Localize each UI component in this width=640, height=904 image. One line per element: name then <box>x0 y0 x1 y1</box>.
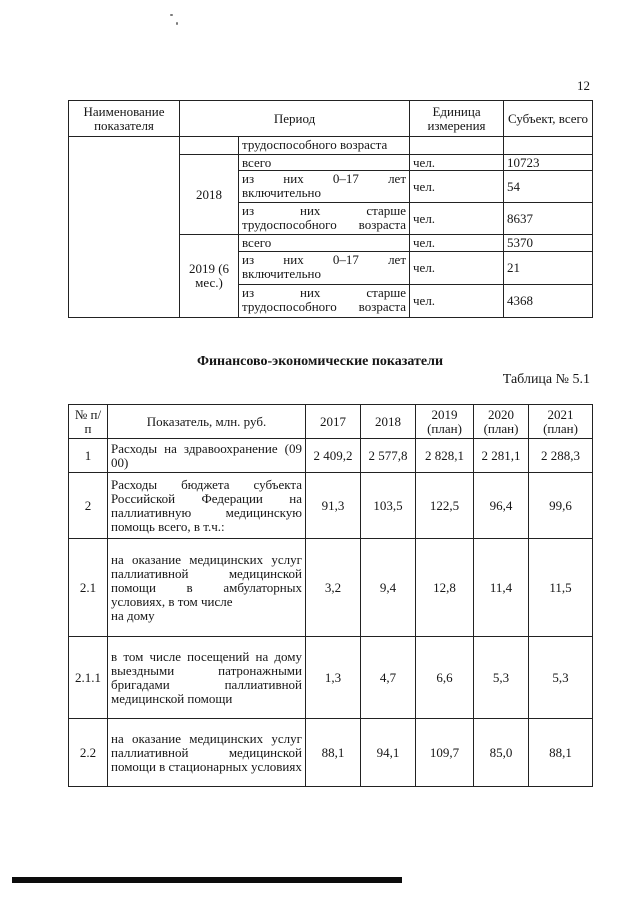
table-header-row <box>69 101 593 137</box>
header-year-2017: 2017 <box>306 405 361 439</box>
value-2018: 4,7 <box>361 637 416 719</box>
header-indicator: Показатель, млн. руб. <box>108 405 306 439</box>
indicator-cell-empty <box>69 137 180 318</box>
subcategory-cell: из них старше трудоспособного возраста <box>239 203 410 235</box>
value-2020: 2 281,1 <box>474 439 529 473</box>
value-2018: 94,1 <box>361 719 416 787</box>
value-2021: 99,6 <box>529 473 593 539</box>
table-row <box>69 473 593 539</box>
value-2019: 109,7 <box>416 719 474 787</box>
table-row <box>69 719 593 787</box>
value-2018: 103,5 <box>361 473 416 539</box>
indicator-cell: в том числе посещений на дому выездными патронажными бригадами паллиативной медицинской помощи <box>108 637 306 719</box>
value-2017: 88,1 <box>306 719 361 787</box>
header-year-2018: 2018 <box>361 405 416 439</box>
financial-table <box>68 404 593 787</box>
unit-cell: чел. <box>410 171 504 203</box>
population-table <box>68 100 593 318</box>
subcategory-cell: всего <box>239 235 410 252</box>
section-title: Финансово-экономические показатели <box>196 354 444 369</box>
value-2020: 5,3 <box>474 637 529 719</box>
header-year-2019: 2019 (план) <box>416 405 474 439</box>
unit-cell: чел. <box>410 203 504 235</box>
value-2017: 3,2 <box>306 539 361 637</box>
value-2017: 1,3 <box>306 637 361 719</box>
page-number: 12 <box>577 78 590 93</box>
indicator-cell: Расходы бюджета субъекта Российской Федерации на паллиативную медицинскую помощь всего, в т.ч.: <box>108 473 306 539</box>
value-2018: 9,4 <box>361 539 416 637</box>
value-2017: 2 409,2 <box>306 439 361 473</box>
value-2020: 11,4 <box>474 539 529 637</box>
value-cell: 54 <box>504 171 593 203</box>
header-year-2020: 2020 (план) <box>474 405 529 439</box>
subcategory-cell: из них 0–17 лет включительно <box>239 171 410 203</box>
unit-cell-empty <box>410 137 504 155</box>
year-cell-empty <box>180 137 239 155</box>
header-unit: Единица измерения <box>410 101 504 137</box>
subcategory-cell: из них старше трудоспособного возраста <box>239 285 410 318</box>
table-caption: Таблица № 5.1 <box>502 372 590 387</box>
value-cell: 4368 <box>504 285 593 318</box>
unit-cell: чел. <box>410 252 504 285</box>
table-row <box>69 137 593 155</box>
indicator-cell: на оказание медицинских услуг паллиативной медицинской помощи в стационарных условиях <box>108 719 306 787</box>
row-number: 1 <box>69 439 108 473</box>
unit-cell: чел. <box>410 285 504 318</box>
indicator-cell <box>108 539 306 637</box>
row-number: 2.1 <box>69 539 108 637</box>
header-year-2021: 2021 (план) <box>529 405 593 439</box>
table-row <box>69 439 593 473</box>
value-2020: 96,4 <box>474 473 529 539</box>
value-2019: 2 828,1 <box>416 439 474 473</box>
header-subject: Субъект, всего <box>504 101 593 137</box>
value-2020: 85,0 <box>474 719 529 787</box>
value-2021: 88,1 <box>529 719 593 787</box>
table-row <box>69 539 593 637</box>
value-2021: 5,3 <box>529 637 593 719</box>
value-cell: 21 <box>504 252 593 285</box>
header-indicator: Наименование показателя <box>69 101 180 137</box>
value-2021: 2 288,3 <box>529 439 593 473</box>
scan-speck <box>170 14 173 16</box>
indicator-text-cont: на дому <box>111 607 155 623</box>
table-header-row <box>69 405 593 439</box>
value-2019: 6,6 <box>416 637 474 719</box>
subcategory-cell: из них 0–17 лет включительно <box>239 252 410 285</box>
table-row <box>69 637 593 719</box>
row-number: 2.1.1 <box>69 637 108 719</box>
value-2018: 2 577,8 <box>361 439 416 473</box>
value-cell: 10723 <box>504 155 593 171</box>
indicator-cell: Расходы на здравоохранение (09 00) <box>108 439 306 473</box>
subcategory-cell: трудоспособного возраста <box>239 137 410 155</box>
value-2019: 122,5 <box>416 473 474 539</box>
unit-cell: чел. <box>410 155 504 171</box>
unit-cell: чел. <box>410 235 504 252</box>
header-period: Период <box>180 101 410 137</box>
year-cell: 2018 <box>180 155 239 235</box>
row-number: 2.2 <box>69 719 108 787</box>
value-cell: 8637 <box>504 203 593 235</box>
value-cell-empty <box>504 137 593 155</box>
value-2021: 11,5 <box>529 539 593 637</box>
scan-edge-bar <box>12 877 402 883</box>
value-2017: 91,3 <box>306 473 361 539</box>
subcategory-cell: всего <box>239 155 410 171</box>
indicator-text: на оказание медицинских услуг паллиативной медицинской помощи в амбулаторных условиях, в том числе <box>111 551 302 609</box>
scan-speck <box>176 22 178 25</box>
value-cell: 5370 <box>504 235 593 252</box>
value-2019: 12,8 <box>416 539 474 637</box>
row-number: 2 <box>69 473 108 539</box>
year-cell: 2019 (6 мес.) <box>180 235 239 318</box>
header-number: № п/п <box>69 405 108 439</box>
